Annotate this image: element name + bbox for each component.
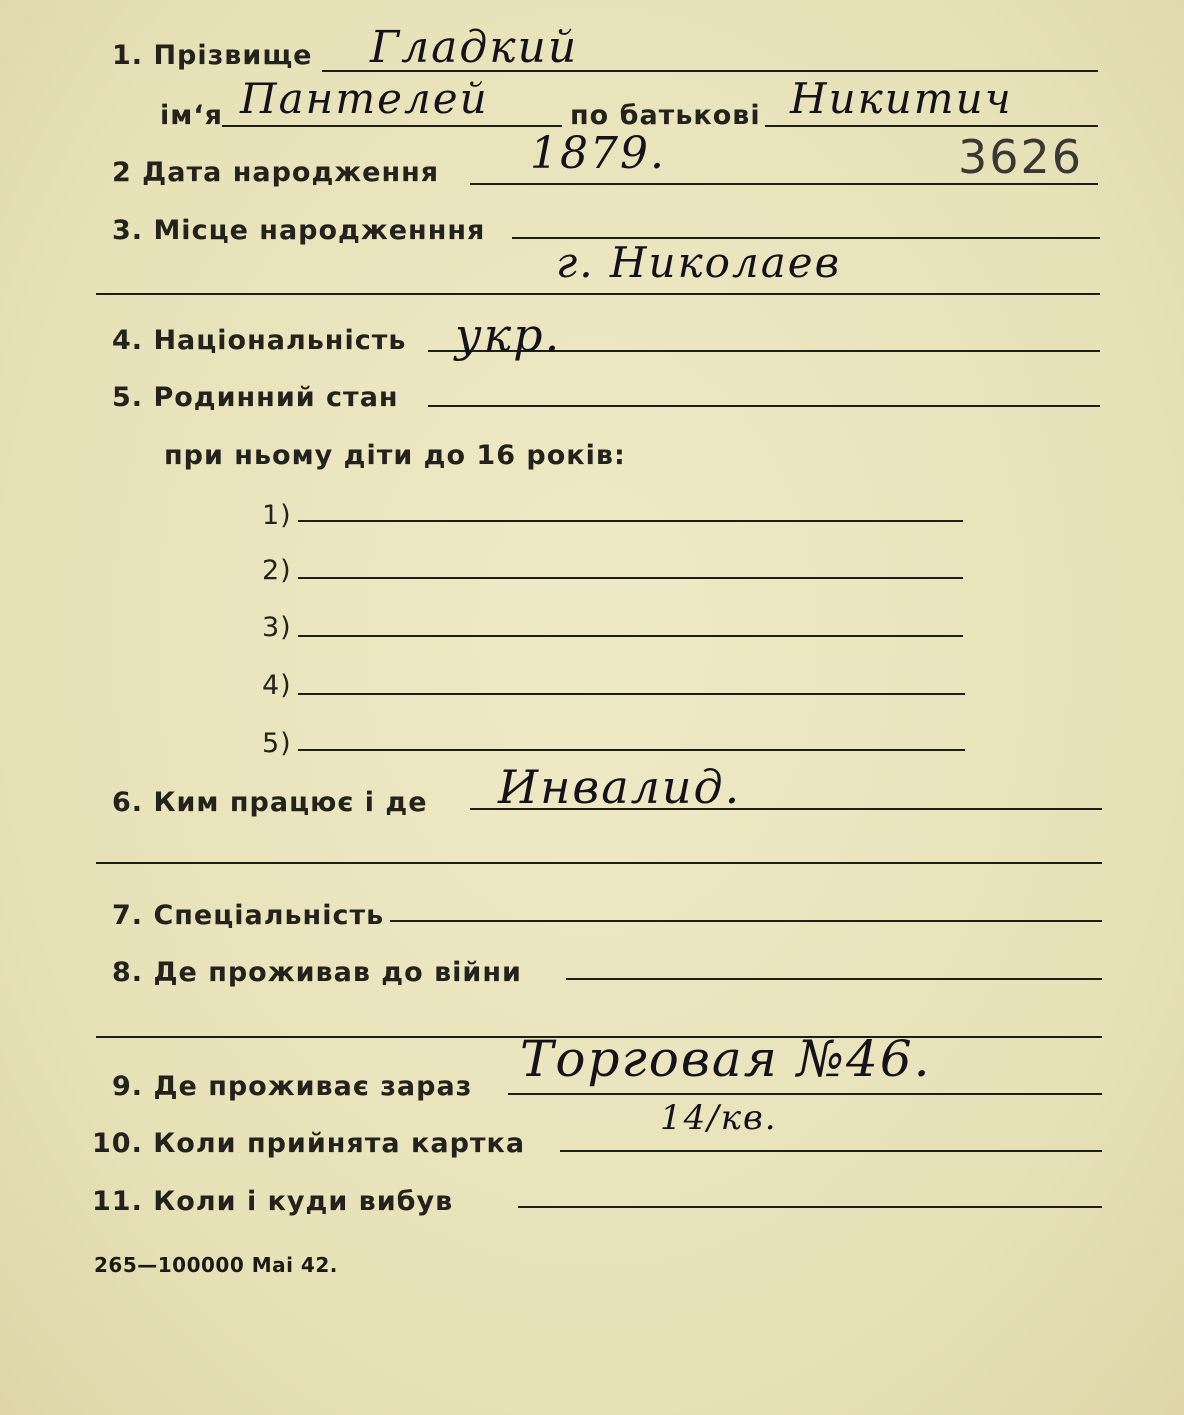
work-label: 6. Ким працює і де [112, 787, 428, 818]
print-code: 265—100000 Mai 42. [94, 1253, 338, 1277]
patronymic-value: Никитич [790, 74, 1013, 123]
child-1-label: 1) [262, 500, 292, 531]
child-3-line [298, 635, 963, 637]
surname-value: Гладкий [370, 22, 579, 73]
card-accepted-label: 10. Коли прийнята картка [92, 1128, 526, 1159]
child-4-line [298, 693, 965, 695]
name-line [222, 125, 562, 127]
child-2-line [298, 577, 963, 579]
current-address-label: 9. Де проживає зараз [112, 1071, 473, 1102]
prewar-address-line-1 [566, 978, 1102, 980]
departure-line [518, 1206, 1102, 1208]
surname-label: 1. Прізвище [112, 40, 313, 71]
name-value: Пантелей [240, 74, 489, 123]
marital-status-label: 5. Родинний стан [112, 382, 399, 413]
birthplace-label: 3. Місце народженння [112, 215, 486, 246]
child-2-label: 2) [262, 555, 292, 586]
nationality-label: 4. Національність [112, 325, 407, 356]
patronymic-label: по батькові [570, 100, 761, 131]
birthplace-line-2 [96, 293, 1100, 295]
nationality-value: укр. [455, 308, 562, 362]
birth-date-value: 1879. [530, 128, 666, 179]
current-address-value: Торговая №46. [520, 1030, 932, 1088]
card-number: 3626 [958, 130, 1084, 184]
work-line-2 [96, 862, 1102, 864]
child-1-line [298, 520, 963, 522]
children-label: при ньому діти до 16 років: [164, 440, 626, 471]
birthplace-value: г. Николаев [556, 238, 842, 287]
work-value: Инвалид. [498, 760, 742, 814]
birth-date-label: 2 Дата народження [112, 157, 440, 188]
current-address-value-line2: 14/кв. [660, 1098, 778, 1138]
patronymic-line [765, 125, 1098, 127]
specialty-line [390, 920, 1102, 922]
marital-status-line [428, 405, 1100, 407]
child-4-label: 4) [262, 670, 292, 701]
card-accepted-line [560, 1150, 1102, 1152]
name-label: ім‘я [160, 100, 223, 131]
child-5-label: 5) [262, 728, 292, 759]
child-3-label: 3) [262, 612, 292, 643]
specialty-label: 7. Спеціальність [112, 900, 385, 931]
departure-label: 11. Коли і куди вибув [92, 1186, 454, 1217]
prewar-address-label: 8. Де проживав до війни [112, 957, 522, 988]
current-address-line [508, 1093, 1102, 1095]
child-5-line [298, 749, 965, 751]
